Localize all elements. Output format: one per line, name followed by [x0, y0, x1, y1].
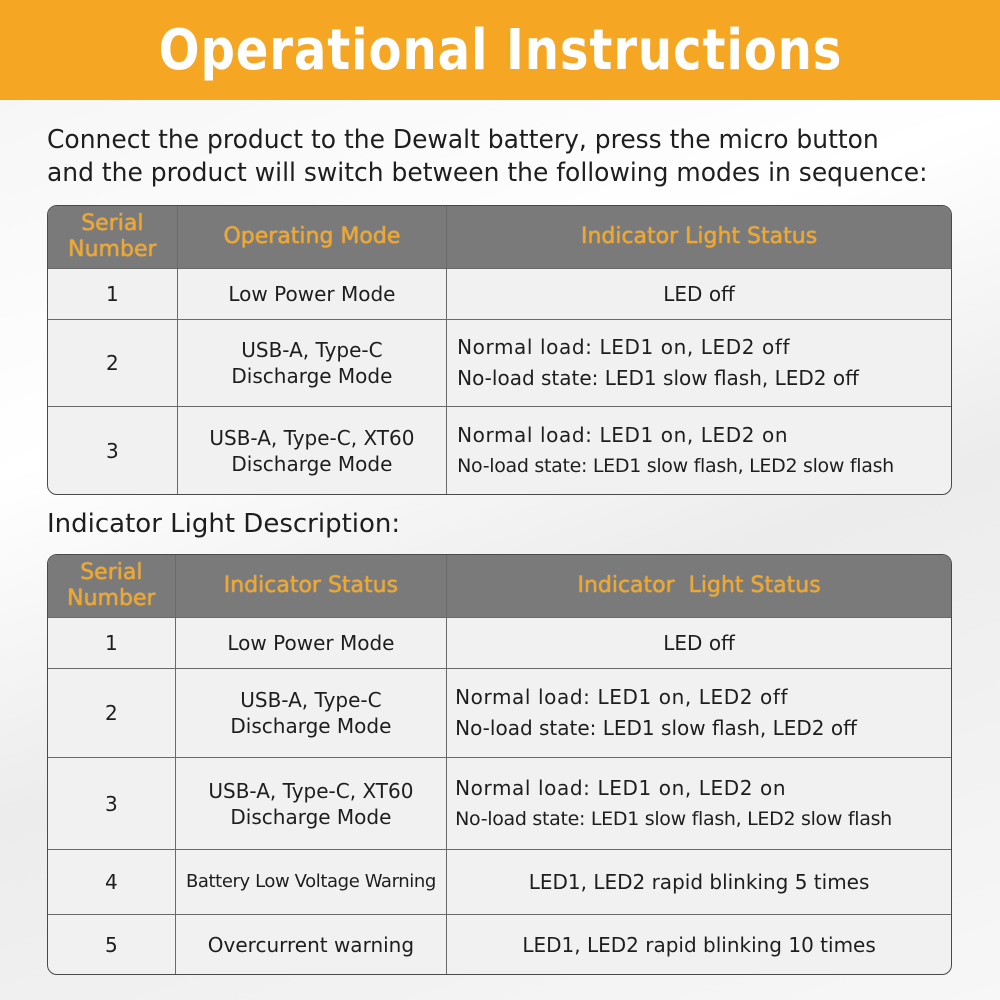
status-cell: LED off — [446, 269, 951, 319]
status-line: Normal load: LED1 on, LED2 on — [455, 775, 787, 800]
mode-line: Discharge Mode — [230, 804, 392, 829]
header-indicator-status: Indicator Status — [175, 555, 446, 617]
mode-cell — [177, 407, 446, 494]
mode-cell: Battery Low Voltage Warning — [175, 850, 446, 914]
operating-modes-table — [47, 205, 952, 495]
serial-cell: 1 — [104, 631, 118, 655]
table-row — [48, 319, 951, 406]
title-banner — [0, 0, 1000, 100]
table-row — [48, 757, 951, 849]
status-line: Normal load: LED1 on, LED2 off — [457, 335, 791, 359]
page-title: Operational Instructions — [158, 17, 842, 83]
status-cell — [446, 669, 951, 757]
header-serial-line2: Number — [68, 237, 157, 262]
status-cell — [446, 407, 951, 494]
header-serial-number — [48, 206, 177, 268]
header-indicator-light-status: Indicator Light Status — [446, 555, 951, 617]
status-line: Normal load: LED1 on, LED2 on — [457, 422, 789, 447]
serial-cell: 3 — [105, 438, 119, 463]
status-cell — [446, 320, 951, 406]
table-row — [48, 849, 951, 914]
intro-text — [47, 124, 930, 190]
status-line: Normal load: LED1 on, LED2 off — [455, 685, 789, 709]
header-operating-mode: Operating Mode — [177, 206, 446, 268]
mode-line: USB-A, Type-C — [240, 688, 382, 712]
table-row — [48, 668, 951, 757]
intro-line-2: and the product will switch between the following modes in sequence: — [47, 158, 928, 188]
mode-line: Discharge Mode — [231, 364, 393, 388]
serial-cell: 5 — [104, 932, 118, 957]
mode-line: USB-A, Type-C — [241, 338, 383, 362]
status-cell: LED1, LED2 rapid blinking 10 times — [446, 915, 951, 974]
header-serial-line1: Serial — [80, 560, 143, 585]
mode-cell — [175, 669, 446, 757]
mode-cell: Low Power Mode — [175, 618, 446, 668]
header-serial-line2: Number — [67, 586, 156, 611]
mode-line: Discharge Mode — [231, 451, 393, 476]
mode-cell — [175, 758, 446, 849]
mode-line: USB-A, Type-C, XT60 — [209, 425, 415, 450]
status-line: No-load state: LED1 slow flash, LED2 slow flash — [457, 454, 894, 477]
status-line: No-load state: LED1 slow flash, LED2 slow flash — [455, 807, 892, 830]
indicator-light-description-label: Indicator Light Description: — [47, 509, 401, 539]
status-line: No-load state: LED1 slow flash, LED2 off — [455, 716, 857, 740]
mode-line: USB-A, Type-C, XT60 — [208, 778, 414, 803]
serial-cell: 4 — [104, 870, 118, 894]
intro-line-1: Connect the product to the Dewalt battery, press the micro button — [47, 125, 879, 155]
serial-cell: 2 — [105, 351, 119, 375]
table-header-row — [48, 555, 951, 617]
header-serial-line1: Serial — [81, 211, 144, 236]
mode-cell: Overcurrent warning — [175, 915, 446, 974]
serial-cell: 1 — [105, 282, 119, 306]
serial-cell: 3 — [104, 791, 118, 816]
mode-cell: Low Power Mode — [177, 269, 446, 319]
status-cell: LED1, LED2 rapid blinking 5 times — [446, 850, 951, 914]
table-row — [48, 406, 951, 494]
status-cell: LED off — [446, 618, 951, 668]
status-cell — [446, 758, 951, 849]
mode-cell — [177, 320, 446, 406]
header-indicator-light-status: Indicator Light Status — [446, 206, 951, 268]
header-serial-number — [48, 555, 175, 617]
mode-line: Discharge Mode — [230, 714, 392, 738]
table-row — [48, 268, 951, 319]
table-header-row — [48, 206, 951, 268]
table-row — [48, 914, 951, 974]
serial-cell: 2 — [104, 701, 118, 725]
table-row — [48, 617, 951, 668]
status-line: No-load state: LED1 slow flash, LED2 off — [457, 366, 859, 390]
indicator-light-table — [47, 554, 952, 975]
